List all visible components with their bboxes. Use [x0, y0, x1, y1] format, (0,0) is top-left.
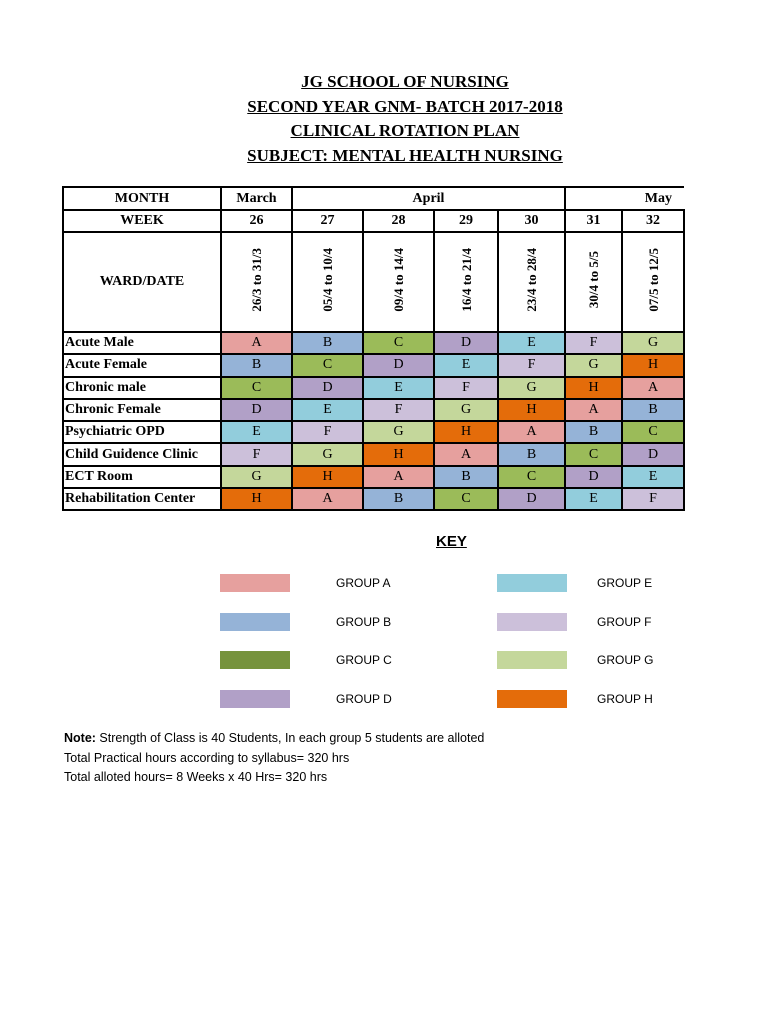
- group-cell: H: [363, 443, 434, 465]
- date-range-text: 05/4 to 10/4: [320, 248, 335, 312]
- group-cell: F: [434, 377, 498, 399]
- group-cell: B: [565, 421, 622, 443]
- group-cell: A: [434, 443, 498, 465]
- group-cell: B: [221, 354, 292, 376]
- note-line-3: Total alloted hours= 8 Weeks x 40 Hrs= 320 hrs: [64, 770, 328, 784]
- date-range-text: 30/4 to 5/5: [586, 251, 601, 309]
- key-label: GROUP E: [597, 576, 653, 590]
- date-range-text: 26/3 to 31/3: [249, 248, 264, 312]
- date-cell: [565, 232, 622, 332]
- ward-name: Child Guidence Clinic: [63, 443, 221, 465]
- group-cell: D: [498, 488, 565, 510]
- group-cell: A: [292, 488, 363, 510]
- date-range-text: 23/4 to 28/4: [524, 248, 539, 312]
- group-cell: H: [565, 377, 622, 399]
- date-cell: [363, 232, 434, 332]
- group-cell: G: [498, 377, 565, 399]
- group-cell: E: [363, 377, 434, 399]
- date-range-text: 09/4 to 14/4: [391, 248, 406, 312]
- key-label: GROUP G: [597, 653, 654, 667]
- key-title: KEY: [436, 533, 467, 550]
- month-april: April: [292, 187, 565, 210]
- ward-name: ECT Room: [63, 466, 221, 488]
- key-swatch: [220, 574, 290, 592]
- key-label: GROUP B: [336, 615, 392, 629]
- ward-row: [63, 466, 684, 488]
- date-row: [63, 232, 684, 332]
- date-cell: [434, 232, 498, 332]
- date-cell: [221, 232, 292, 332]
- ward-name: Acute Female: [63, 354, 221, 376]
- group-cell: E: [292, 399, 363, 421]
- group-cell: F: [292, 421, 363, 443]
- group-cell: E: [565, 488, 622, 510]
- group-cell: E: [221, 421, 292, 443]
- date-cell: [292, 232, 363, 332]
- group-cell: G: [292, 443, 363, 465]
- ward-name: Acute Male: [63, 332, 221, 354]
- group-cell: C: [292, 354, 363, 376]
- group-cell: D: [434, 332, 498, 354]
- subject-title: SUBJECT: MENTAL HEALTH NURSING: [247, 145, 563, 165]
- group-cell: E: [498, 332, 565, 354]
- group-cell: D: [221, 399, 292, 421]
- key-label: GROUP F: [597, 615, 652, 629]
- group-cell: C: [221, 377, 292, 399]
- school-title: JG SCHOOL OF NURSING: [301, 72, 509, 91]
- group-cell: E: [434, 354, 498, 376]
- group-cell: F: [498, 354, 565, 376]
- group-cell: B: [434, 466, 498, 488]
- week-cell: 32: [622, 210, 684, 232]
- date-cell: [622, 232, 684, 332]
- ward-name: Chronic male: [63, 377, 221, 399]
- group-cell: H: [221, 488, 292, 510]
- key-swatch: [497, 574, 567, 592]
- ward-name: Chronic Female: [63, 399, 221, 421]
- ward-name: Rehabilitation Center: [63, 488, 221, 510]
- notes: [64, 729, 484, 788]
- week-cell: 27: [292, 210, 363, 232]
- note-line-1: [64, 729, 484, 749]
- ward-row: [63, 443, 684, 465]
- ward-row: [63, 354, 684, 376]
- group-cell: F: [622, 488, 684, 510]
- key-swatch: [497, 690, 567, 708]
- week-label: WEEK: [63, 210, 221, 232]
- ward-row: [63, 488, 684, 510]
- group-cell: F: [565, 332, 622, 354]
- date-range-text: 16/4 to 21/4: [458, 248, 474, 312]
- group-cell: G: [434, 399, 498, 421]
- note-line-2: Total Practical hours according to syllabus= 320 hrs: [64, 750, 350, 765]
- date-range-text: 07/5 to 12/5: [645, 248, 661, 312]
- week-cell: 29: [434, 210, 498, 232]
- key-label: GROUP D: [336, 692, 392, 706]
- group-cell: C: [565, 443, 622, 465]
- week-cell: 30: [498, 210, 565, 232]
- key-label: GROUP A: [336, 576, 391, 590]
- key-swatch: [220, 613, 290, 631]
- group-cell: B: [498, 443, 565, 465]
- key-swatch: [220, 690, 290, 708]
- group-cell: B: [363, 488, 434, 510]
- key-swatch: [220, 651, 290, 669]
- group-cell: H: [498, 399, 565, 421]
- ward-rows: [63, 332, 684, 510]
- group-cell: G: [221, 466, 292, 488]
- key-label: GROUP H: [597, 692, 653, 706]
- batch-title: SECOND YEAR GNM- BATCH 2017-2018: [247, 96, 563, 116]
- group-cell: D: [363, 354, 434, 376]
- group-cell: D: [565, 466, 622, 488]
- group-cell: A: [565, 399, 622, 421]
- month-may: May: [565, 187, 684, 210]
- date-cell: [498, 232, 565, 332]
- group-cell: A: [622, 377, 684, 399]
- group-cell: A: [221, 332, 292, 354]
- group-cell: F: [221, 443, 292, 465]
- month-label: MONTH: [63, 187, 221, 210]
- group-cell: E: [622, 466, 684, 488]
- key-swatch: [497, 613, 567, 631]
- group-cell: C: [434, 488, 498, 510]
- ward-row: [63, 332, 684, 354]
- rotation-table: [62, 186, 685, 511]
- group-cell: G: [565, 354, 622, 376]
- group-cell: H: [622, 354, 684, 376]
- group-cell: H: [434, 421, 498, 443]
- note-text: Strength of Class is 40 Students, In each group 5 students are alloted: [95, 731, 485, 745]
- key-label: GROUP C: [336, 653, 392, 667]
- week-cell: 28: [363, 210, 434, 232]
- ward-name: Psychiatric OPD: [63, 421, 221, 443]
- group-cell: C: [363, 332, 434, 354]
- group-cell: A: [363, 466, 434, 488]
- group-cell: C: [498, 466, 565, 488]
- group-cell: G: [622, 332, 684, 354]
- ward-row: [63, 377, 684, 399]
- week-row: [63, 210, 684, 232]
- group-cell: D: [622, 443, 684, 465]
- group-cell: A: [498, 421, 565, 443]
- group-cell: B: [622, 399, 684, 421]
- month-march: March: [221, 187, 292, 210]
- group-cell: D: [292, 377, 363, 399]
- plan-title: CLINICAL ROTATION PLAN: [290, 121, 520, 140]
- document-header: [0, 70, 768, 168]
- week-cell: 26: [221, 210, 292, 232]
- ward-row: [63, 399, 684, 421]
- note-label: Note:: [64, 731, 96, 745]
- ward-row: [63, 421, 684, 443]
- month-row: [63, 187, 684, 210]
- group-cell: B: [292, 332, 363, 354]
- group-cell: F: [363, 399, 434, 421]
- key-swatch: [497, 651, 567, 669]
- group-cell: H: [292, 466, 363, 488]
- week-cell: 31: [565, 210, 622, 232]
- group-cell: C: [622, 421, 684, 443]
- group-cell: G: [363, 421, 434, 443]
- ward-date-label: WARD/DATE: [63, 232, 221, 332]
